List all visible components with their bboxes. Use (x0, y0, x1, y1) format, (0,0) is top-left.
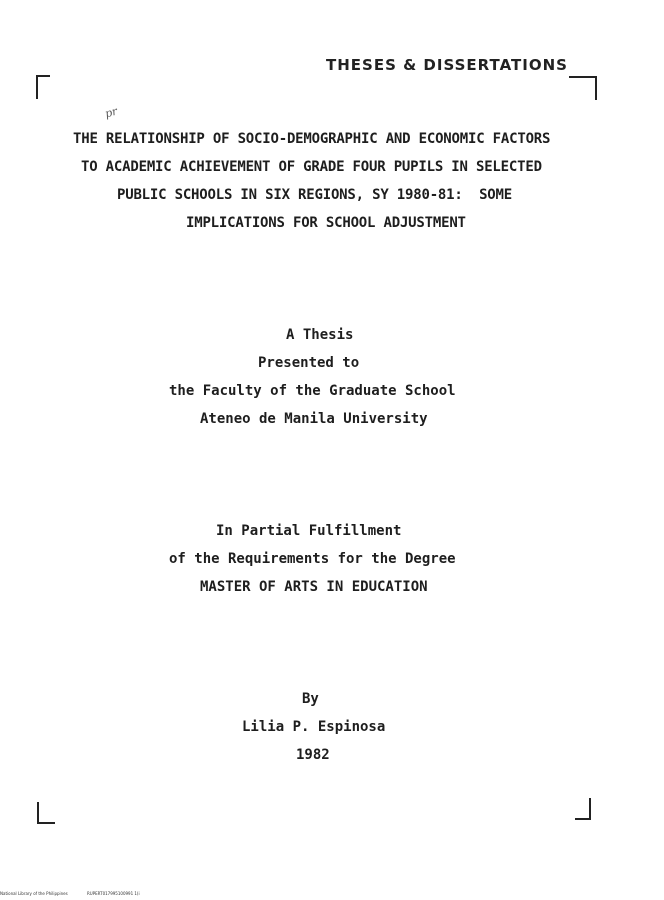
theses-dissertations-stamp: THESES & DISSERTATIONS (326, 56, 568, 74)
title-line-3: PUBLIC SCHOOLS IN SIX REGIONS, SY 1980-81: SOME (117, 187, 512, 203)
author-name: Lilia P. Espinosa (242, 719, 386, 735)
presented-to: Presented to (258, 355, 360, 371)
crop-mark-bottom-right (575, 798, 591, 820)
crop-mark-bottom-left (37, 802, 55, 824)
document-code: RUPERT017995100991 1(i (87, 891, 140, 896)
crop-mark-top-left (36, 75, 50, 99)
title-line-2: TO ACADEMIC ACHIEVEMENT OF GRADE FOUR PUPILS IN SELECTED (81, 159, 542, 175)
title-line-4: IMPLICATIONS FOR SCHOOL ADJUSTMENT (186, 215, 466, 231)
faculty-line: the Faculty of the Graduate School (169, 383, 456, 399)
degree-name: MASTER OF ARTS IN EDUCATION (200, 579, 428, 595)
requirements-line: of the Requirements for the Degree (169, 551, 456, 567)
handwritten-annotation: pr (103, 104, 119, 121)
university-name: Ateneo de Manila University (200, 411, 428, 427)
library-name: National Library of the Philippines (0, 891, 68, 896)
crop-mark-top-right (569, 76, 597, 100)
footer-line (0, 891, 140, 896)
by-label: By (302, 691, 319, 707)
title-line-1: THE RELATIONSHIP OF SOCIO-DEMOGRAPHIC AND ECONOMIC FACTORS (73, 131, 551, 147)
thesis-label: A Thesis (286, 327, 354, 343)
partial-fulfillment: In Partial Fulfillment (216, 523, 402, 539)
year: 1982 (296, 747, 330, 763)
